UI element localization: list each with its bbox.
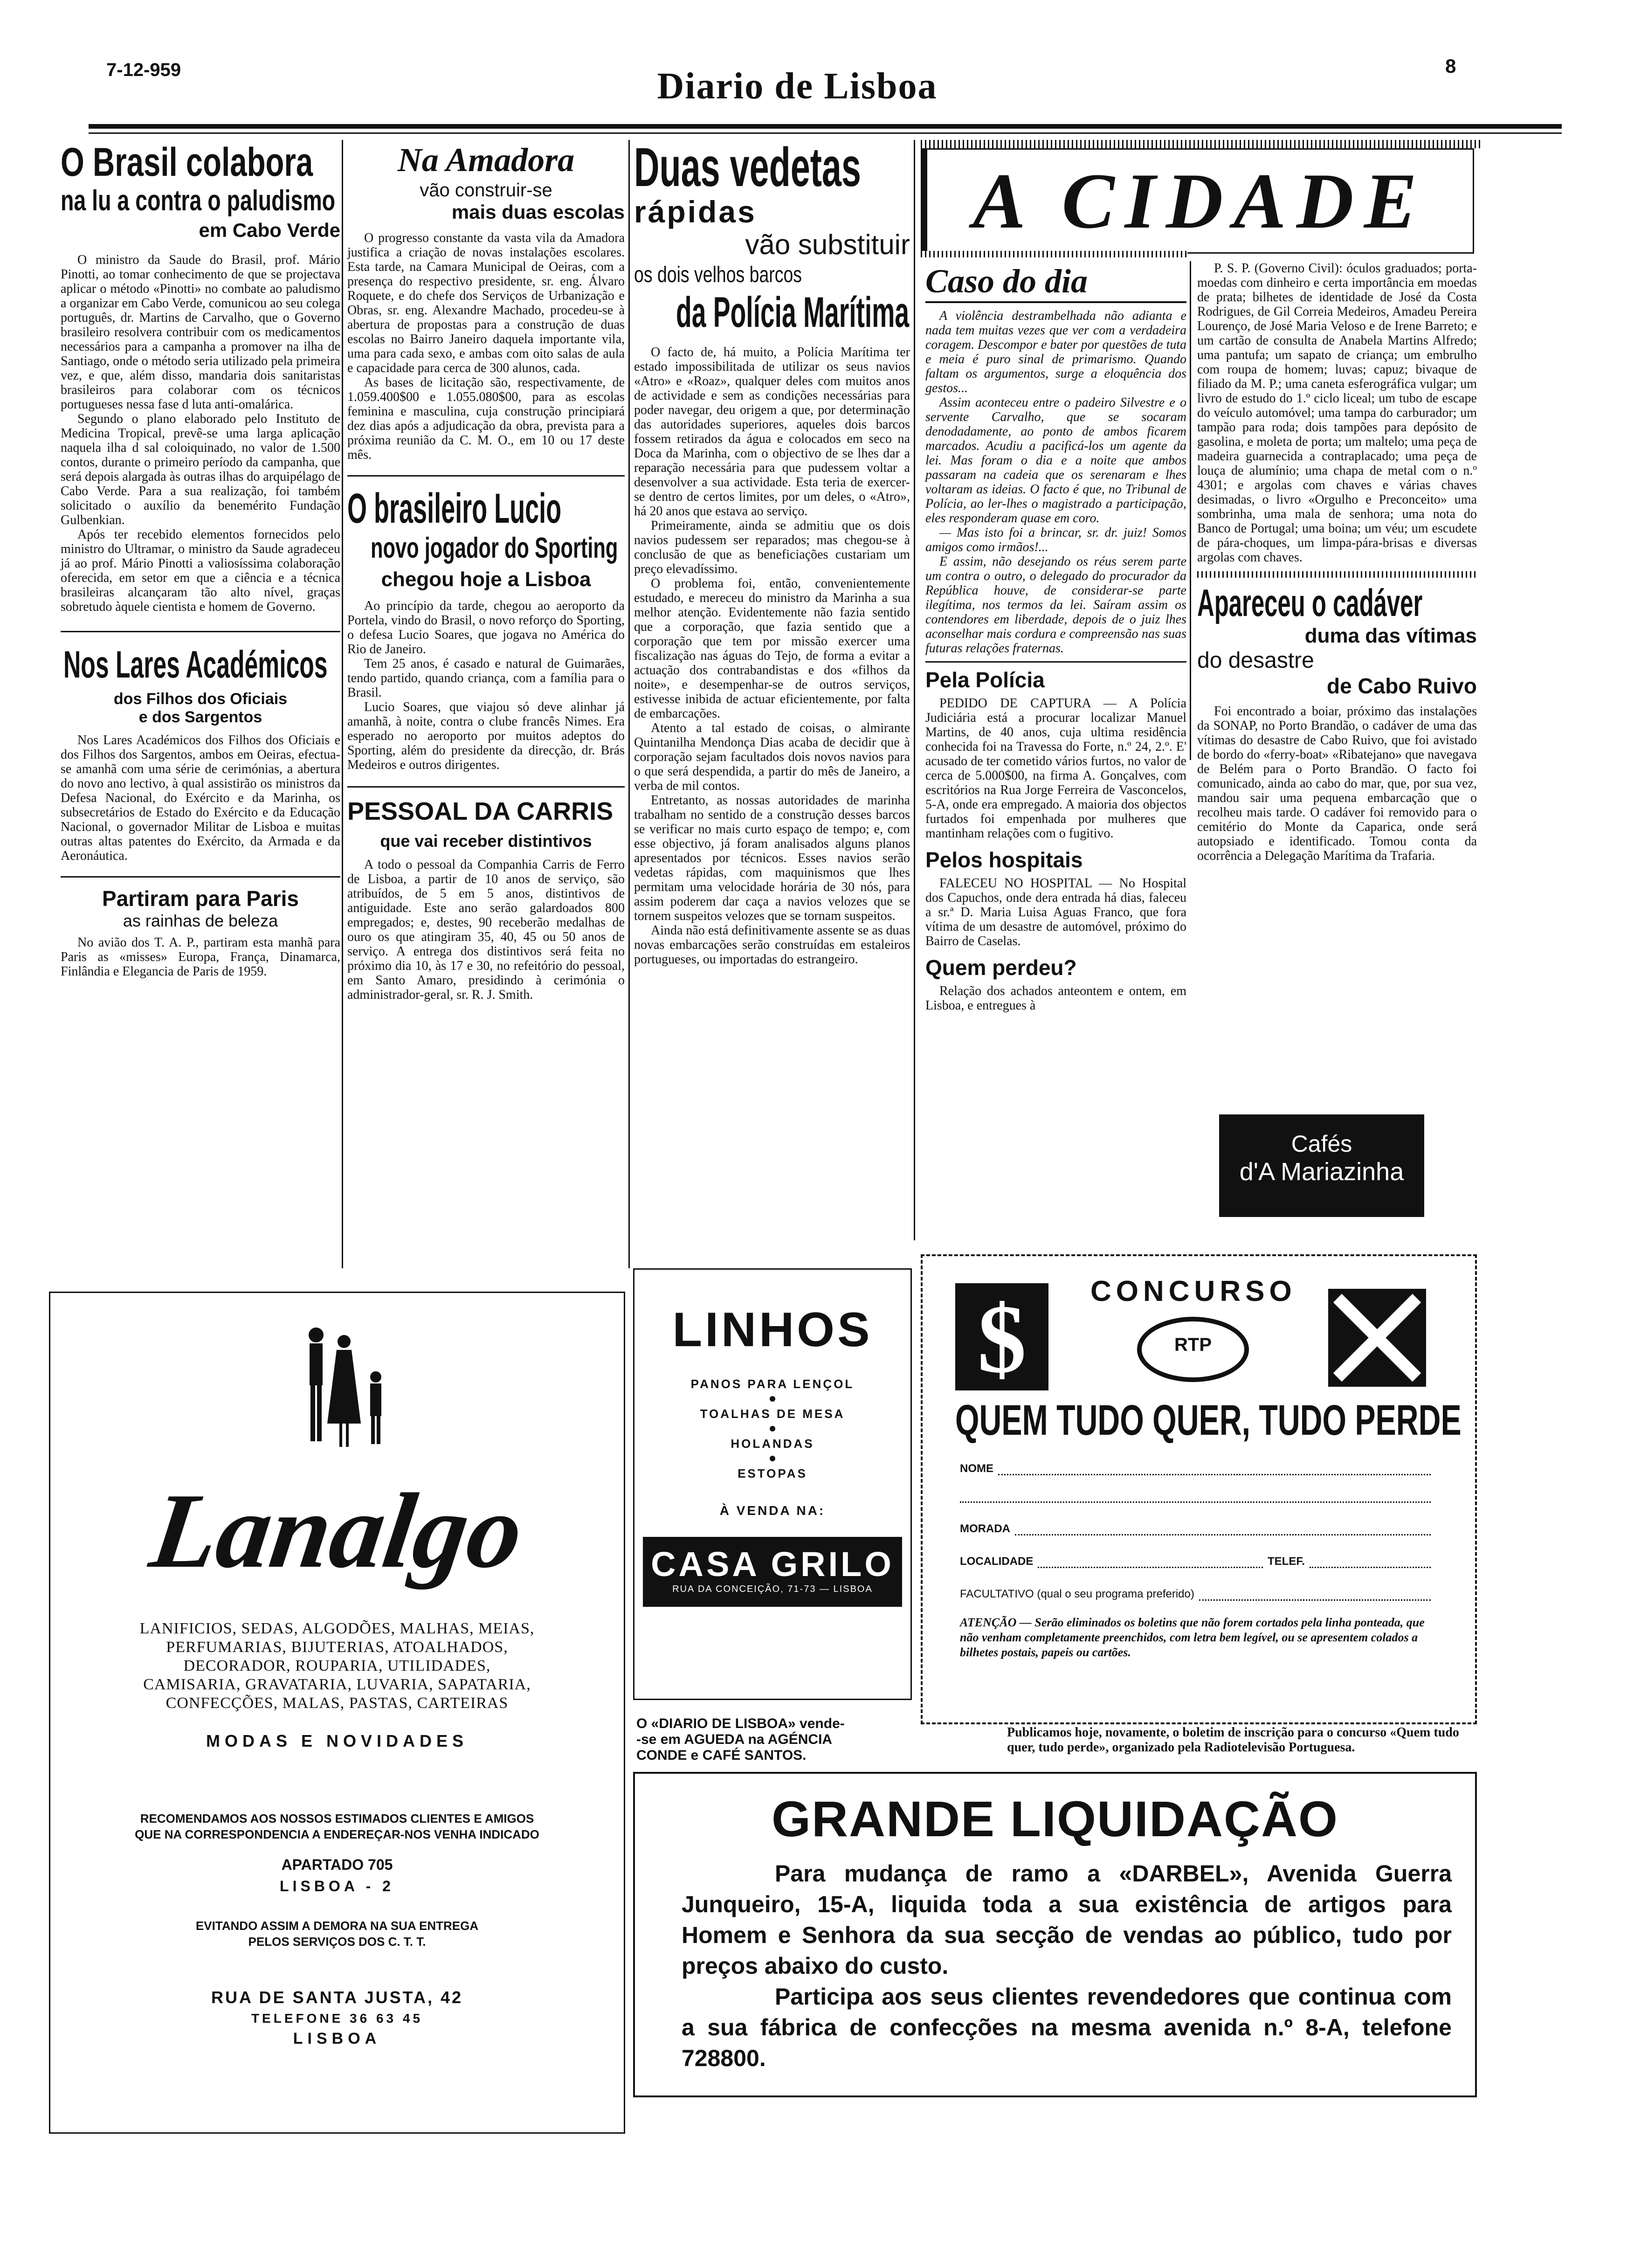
field-label-localidade: LOCALIDADE — [960, 1555, 1034, 1568]
subhead-lares-2: e dos Sargentos — [138, 708, 262, 726]
column-rule — [914, 140, 915, 1240]
headline-cadaver: Apareceu o cadáver — [1197, 582, 1423, 624]
paragraph: Participa aos seus clientes revendedores que continua com a sua fábrica de confecções na mesma avenida n.º 8-A, telefone 728800. — [682, 1984, 1452, 2071]
note-line: CONDE e CAFÉ SANTOS. — [636, 1748, 807, 1763]
subhead-amadora-2: mais duas escolas — [451, 201, 625, 223]
caso-title: Caso do dia — [925, 261, 1186, 303]
morada-field[interactable] — [1015, 1534, 1431, 1535]
paragraph: Ao princípio da tarde, chegou ao aeroporto da Portela, vindo do Brasil, o novo reforço do Sporting, o defesa Lucio Soares, que jogava no América do Rio de Janeiro. — [347, 599, 625, 657]
field-label-nome: NOME — [960, 1462, 993, 1475]
localidade-field[interactable] — [1038, 1567, 1263, 1568]
lanalgo-city: LISBOA — [293, 2030, 381, 2047]
paragraph: Assim aconteceu entre o padeiro Silvestre e o servente Carvalho, que se socaram denodadamente, ao ponto de ambos ficarem marcados. Acudiu a pacificá-los um agente da lei. Mas foram o dia e a noite que ambos passaram na cadeia que os serenaram e lhes voltaram as ideias. O facto é que, no Tribunal de Polícia, ao ler-lhes o magistrado a participação, eles responderam quase em coro. — [925, 395, 1186, 526]
nome-field-line-2[interactable] — [960, 1501, 1431, 1503]
ad-linhos — [633, 1268, 912, 1700]
subhead-brasil: em Cabo Verde — [199, 219, 340, 241]
paragraph: Lucio Soares, que viajou só deve alinhar já amanhã, à noite, contra o clube francês Nimes. Era esperado no aeroporto por muitos adeptos do Sporting, além do presidente da direcção, dr. Brás Medeiros e outros dirigentes. — [347, 700, 625, 772]
article-caso-do-dia — [925, 261, 1186, 1013]
liquidacao-title: GRANDE LIQUIDAÇÃO — [772, 1791, 1338, 1847]
nome-field[interactable] — [998, 1474, 1431, 1475]
dollar-sign-icon — [955, 1283, 1048, 1390]
concurso-atencao: ATENÇÃO — Serão eliminados os boletins que não forem cortados pela linha ponteada, que não venham completamente preenchidos, com letra bem legível, ou se apresentem colados a bilhetes postais, papeis ou cartões. — [960, 1616, 1425, 1659]
ad-lanalgo — [49, 1292, 625, 2134]
headline-lares: Nos Lares Académicos — [63, 643, 328, 686]
paragraph: Para mudança de ramo a «DARBEL», Avenida Guerra Junqueiro, 15-A, liquida toda a sua existência de artigos para Homem e Senhora da sua secção de vendas ao público, tudo por preços abaixo do custo. — [682, 1860, 1452, 1979]
linhos-venda: À VENDA NA: — [719, 1503, 826, 1518]
note-line: O «DIARIO DE LISBOA» vende- — [636, 1716, 845, 1731]
subhead-carris: que vai receber distintivos — [380, 831, 592, 850]
issue-date: 7-12-959 — [106, 60, 181, 80]
concurso-coupon — [921, 1254, 1477, 1724]
subhead-amadora-1: vão construir-se — [420, 180, 552, 201]
note-line: -se em AGUEDA na AGÉNCIA — [636, 1732, 833, 1747]
subhead-cadaver-1: duma das vítimas — [1304, 624, 1477, 647]
paragraph: FALECEU NO HOSPITAL — No Hospital dos Capuchos, onde dera entrada há dias, faleceu a sr.ª D. Maria Luisa Aguas Franco, que fora vítima de um desastre de automóvel, próximo do Bairro de Caselas. — [925, 876, 1186, 948]
linhos-item: PANOS PARA LENÇOL — [690, 1377, 855, 1391]
article-achados — [1197, 261, 1477, 863]
subhead-cadaver-3: de Cabo Ruivo — [1326, 674, 1477, 698]
paragraph: PEDIDO DE CAPTURA — A Polícia Judiciária está a procurar localizar Manuel Martins, de 40 anos, cuja ultima residência conhecida foi na Travessa do Forte, n.º 24, 2.º. E' acusado de ter cometido vários furtos, no valor de cerca de 5.000$00, na firma A. Gonçalves, com escritórios na Rua Jorge Ferreira de Vasconcelos, 5-A, onde era empregado. A maioria dos objectos furtados foi empenhada por mulheres que mantinham relações com o fugitivo. — [925, 696, 1186, 841]
concurso-slogan: QUEM TUDO QUER, TUDO PERDE — [955, 1397, 1462, 1444]
linhos-title: LINHOS — [672, 1303, 873, 1357]
hospitais-title: Pelos hospitais — [925, 848, 1083, 872]
linhos-store-box — [643, 1537, 902, 1607]
family-illustration-icon — [293, 1321, 395, 1456]
lanalgo-rec-line: RECOMENDAMOS AOS NOSSOS ESTIMADOS CLIENTES E AMIGOS — [140, 1812, 534, 1825]
lanalgo-apartado: APARTADO 705 — [281, 1856, 393, 1873]
lanalgo-list-line: CAMISARIA, GRAVATARIA, LUVARIA, SAPATARIA, — [143, 1676, 531, 1693]
perdeu-title: Quem perdeu? — [925, 955, 1077, 980]
article-vedetas — [634, 137, 910, 967]
headline-amadora: Na Amadora — [397, 141, 575, 179]
subhead-lucio: chegou hoje a Lisboa — [381, 568, 591, 591]
bullet-icon — [770, 1396, 775, 1402]
headline-vedetas-1: Duas vedetas — [634, 137, 861, 198]
lanalgo-lisboa2: LISBOA - 2 — [280, 1878, 394, 1895]
lanalgo-list-line: DECORADOR, ROUPARIA, UTILIDADES, — [183, 1657, 491, 1674]
article-brasil — [61, 140, 340, 1282]
cidade-hatch-border — [921, 140, 1480, 148]
paragraph: As bases de licitação são, respectivamente, de 1.059.400$00 e 1.055.080$00, para as escolas feminina e masculina, cuja construção principiará dez dias após a adjudicação da obra, prevista para a próxima reunião da C. M. O., em 10 ou 17 deste mês. — [347, 375, 625, 462]
paragraph: Ainda não está definitivamente assente se as duas novas embarcações serão construídas em estaleiros portugueses, ou importadas do estrangeiro. — [634, 923, 910, 967]
rtp-logo-icon — [1137, 1317, 1249, 1382]
section-hatch-rule — [1197, 571, 1477, 578]
rtp-logo-text: RTP — [1174, 1335, 1212, 1355]
paragraph: Foi encontrado a boiar, próximo das instalações da SONAP, no Porto Brandão, o cadáver de uma das vítimas do desastre de Cabo Ruivo, que foi avistado de bordo do «ferry-boat» «Ribatejano» que navegava de Belém para o Porto Brandão. O facto foi comunicado, ainda ao cabo do mar, que, por sua vez, mandou sair uma pequena embarcação que o recolheu mais tarde. O cadáver foi removido para o cemitério do Monte da Caparica, onde será autopsiado e identificado. Tomou conta da ocorrência a Delegação Marítima da Trafaria. — [1197, 704, 1477, 863]
paragraph: Tem 25 anos, é casado e natural de Guimarães, tendo partido, quando criança, com a família para o Brasil. — [347, 657, 625, 700]
masthead-title: Diario de Lisboa — [657, 66, 938, 107]
cross-icon — [1328, 1289, 1426, 1387]
paragraph: A todo o pessoal da Companhia Carris de Ferro de Lisboa, a partir de 10 anos de serviço, são atribuídos, de 5 em 5 anos, distintivos de antiguidade. Este ano serão galardoados 800 empregados; e, destes, 90 receberão medalhas de ouro os que atingiram 35, 40, 45 ou 50 anos de serviço. A entrega dos distintivos será feita no próximo dia 10, às 17 e 30, no refeitório do pessoal, em Santo Amaro, presidindo à cerimónia o administrador-geral, sr. R. J. Smith. — [347, 857, 625, 1002]
field-label-facultativo: FACULTATIVO (qual o seu programa preferido) — [960, 1588, 1194, 1600]
policia-title: Pela Polícia — [925, 668, 1045, 692]
lanalgo-list-line: CONFECÇÕES, MALAS, PASTAS, CARTEIRAS — [165, 1694, 509, 1712]
subhead-vedetas-1: vão substituir — [745, 229, 910, 260]
paragraph: Entretanto, as nossas autoridades de marinha trabalham no sentido de a construção desses barcos se verificar no mais curto espaço de tempo; e, com esse objectivo, já foram analisados alguns planos apresentados por técnicos. Esses navios serão vedetas rápidas, com maquinismos que lhes permitam uma velocidade horária de 30 nós, para assim poderem dar caça a navios velozes que se tornem suspeitos velozes que se tornam suspeitos. — [634, 793, 910, 923]
paragraph: O progresso constante da vasta vila da Amadora justifica a criação de novas instalações escolares. Esta tarde, na Camara Municipal de Oeiras, com a presença do respectivo presidente, sr. eng. Álvaro Roquete, e do chefe dos Serviços de Urbanização e Obras, sr. eng. Alexandre Machado, procedeu-se à abertura de propostas para a construção de duas escolas no Bairro Janeiro daquela importante vila, uma para cada sexo, e ambas com oito salas de aula e capacidade para cerca de 300 alunos, cada. — [347, 231, 625, 375]
headline-brasil-2: na lu a contra o paludismo — [61, 185, 336, 217]
lanalgo-address: RUA DE SANTA JUSTA, 42 — [211, 1988, 463, 2007]
column-rule — [342, 140, 343, 1268]
bullet-icon — [770, 1456, 775, 1461]
paragraph: O ministro da Saude do Brasil, prof. Mário Pinotti, ao tomar conhecimento de que se projectava aplicar o método «Pinotti» no combate ao paludismo a organizar em Cabo Verde, comunicou ao seu colega português, dr. Martins de Carvalho, que o Governo brasileiro resolvera contribuir com os medicamentos necessários para a campanha a promover na ilha de Santiago, onde o método seria utilizado pela primeira vez, e que, além disso, mandaria dois sanitaristas brasileiros para colaborar com os técnicos portugueses nessa fase d luta anti-omalárica. — [61, 253, 340, 412]
paragraph: Nos Lares Académicos dos Filhos dos Oficiais e dos Filhos dos Sargentos, ambos em Oeiras, efectua-se amanhã com uma série de cerimónias, a abertura do novo ano lectivo, à qual assistirão os ministros da Defesa Nacional, do Exército e da Marinha, os subsecretários de Estado do Exército e da Educação Nacional, o governador Militar de Lisboa e muitas outras altas patentes do Exército, da Armada e da Aeronáutica. — [61, 733, 340, 863]
paragraph: A violência destrambelhada não adianta e nada tem muitas vezes que ver com a verdadeira coragem. Descompor e bater por questões de tuta e meia é puro sinal de primarismo. Quando faltam os argumentos, surge a eloquência dos gestos... — [925, 309, 1186, 395]
column-rule — [628, 140, 630, 1268]
linhos-item: TOALHAS DE MESA — [700, 1407, 845, 1421]
paragraph: — Mas isto foi a brincar, sr. dr. juiz! Somos amigos como irmãos!... — [925, 526, 1186, 554]
linhos-store: CASA GRILO — [651, 1545, 894, 1583]
page-number: 8 — [1445, 55, 1456, 77]
headline-paris: Partiram para Paris — [102, 886, 299, 911]
headline-vedetas-2: rápidas — [634, 194, 757, 229]
column-rule — [1190, 261, 1191, 760]
field-label-morada: MORADA — [960, 1522, 1010, 1535]
lanalgo-list-line: PERFUMARIAS, BIJUTERIAS, ATOALHADOS, — [166, 1639, 508, 1656]
paragraph: O problema foi, então, convenientemente estudado, e mereceu do ministro da Marinha a sua melhor atenção. Evidentemente não fazia sentido que a corporação, que fazia sentido que a corporação que tem por missão exercer uma fiscalização nas águas do Tejo, de forma a evitar a actuação dos contrabandistas e dos «filhos da noite», e desempenhar-se de outros serviços, estivesse inibida de actuar eficientemente, por falta de embarcações. — [634, 576, 910, 721]
masthead-rule-thin — [89, 132, 1562, 134]
article-amadora — [347, 140, 625, 1002]
lanalgo-rec-line: QUE NA CORRESPONDENCIA A ENDEREÇAR-NOS VENHA INDICADO — [135, 1827, 539, 1841]
lanalgo-list-line: LANIFICIOS, SEDAS, ALGODÕES, MALHAS, MEIAS, — [139, 1620, 535, 1637]
headline-carris: PESSOAL DA CARRIS — [347, 797, 614, 825]
paragraph: P. S. P. (Governo Civil): óculos graduados; porta-moedas com dinheiro e certa importância em moedas de prata; bilhetes de identidade de José da Costa Rodrigues, de Gil Correia Medeiros, Amadeu Pereira Lourenço, de José Maria Veloso e de Irene Barreto; e um cartão de consulta de Anabela Martins Alfredo; uma pantufa; um sapato de criança; um embrulho com roupa de homem; luvas; capuz; bivaque de filiado da M. P.; uma caneta esferográfica vulgar; um livro de estudo do 1.º ciclo liceal; um tubo de escape do veículo automóvel; uma tampa do carburador; um tampão para roda; dois tampões para depósito de gasolina, e moleta de porta; um maltelo; uma peça de madeira guarnecida a contraplacado; uma peça de louça de alumínio; uma chapa de metal com o n.º 4301; e argolas com chaves e várias chaves desimadas, o livro «Orgulho e Preconceito» uma sombrinha, uma mala de senhora; uma nota do Banco de Portugal; uma boina; um véu; um escudete de pára-choques, um limpa-pára-brisas e diversas argolas com chaves. — [1197, 261, 1477, 565]
facultativo-field[interactable] — [1199, 1599, 1431, 1601]
ad-cafes-mariazinha — [1219, 1114, 1424, 1217]
svg-text:$: $ — [977, 1285, 1027, 1390]
paragraph: O facto de, há muito, a Polícia Marítima ter estado impossibilitada de utilizar os seus navios «Atro» e «Roaz», qualquer deles com muitos anos de actividade e sem as condições necessárias para poder navegar, deu origem a que, por determinação das autoridades superiores, aqueles dois barcos fossem retirados da água e colocados em seco na Doca da Marinha, com o objectivo de se lhes dar a reparação necessária para que pudessem voltar a desenvolver a sua actividade. Esta teria de exercer-se dentro de certos limites, por um deles, o «Atro», há 20 anos que estava ao serviço. — [634, 345, 910, 519]
linhos-item: ESTOPAS — [738, 1466, 807, 1480]
headline-vedetas-3: da Polícia Marítima — [676, 289, 910, 336]
headline-lucio: O brasileiro Lucio — [347, 485, 562, 532]
paragraph: Primeiramente, ainda se admitiu que os dois navios pudessem ser reparados; mas chegou-se à conclusão de que as beneficiações custariam um preço elevadíssimo. — [634, 519, 910, 576]
field-label-telef: TELEF. — [1267, 1555, 1305, 1568]
cafes-line2: d'A Mariazinha — [1239, 1158, 1404, 1186]
paragraph: Relação dos achados anteontem e ontem, em Lisboa, e entregues à — [925, 984, 1186, 1013]
lanalgo-tagline: MODAS E NOVIDADES — [206, 1731, 469, 1750]
cidade-banner-box — [921, 148, 1474, 254]
subhead-paris: as rainhas de beleza — [123, 911, 278, 930]
concurso-title: CONCURSO — [1090, 1275, 1296, 1307]
diario-sales-note — [636, 1716, 907, 1763]
headline-lucio-2: novo jogador do Sporting — [371, 532, 618, 564]
lanalgo-brand: Lanalgo — [144, 1471, 531, 1590]
telef-field[interactable] — [1310, 1567, 1431, 1568]
paragraph: Segundo o plano elaborado pelo Instituto de Medicina Tropical, prevê-se uma larga aplicação naquela ilha d sal coloiquinado, no valor de 1.500 contos, durante o primeiro período da campanha, que será depois alargada às outras ilhas do arquipélago de Cabo Verde. Para a sua realização, foi também solicitado o auxílio da benemérito Fundação Gulbenkian. — [61, 412, 340, 527]
concurso-note: Publicamos hoje, novamente, o boletim de inscrição para o concurso «Quem tudo quer, tudo perde», organizado pela Radiotelevisão Portuguesa. — [1007, 1725, 1459, 1755]
cidade-hatch-border — [921, 251, 1187, 257]
cidade-banner: A CIDADE — [972, 157, 1427, 245]
cafes-line1: Cafés — [1291, 1131, 1352, 1157]
headline-brasil-1: O Brasil colabora — [61, 140, 313, 185]
masthead-rule-thick — [89, 124, 1562, 129]
subhead-vedetas-2: os dois velhos barcos — [634, 263, 802, 287]
paragraph: No avião dos T. A. P., partiram esta manhã para Paris as «misses» Europa, França, Dinamarca, Finlândia e Elegancia de Paris de 1959. — [61, 935, 340, 979]
linhos-item: HOLANDAS — [731, 1437, 814, 1451]
lanalgo-telefone: TELEFONE 36 63 45 — [251, 2011, 423, 2026]
ad-liquidacao — [633, 1772, 1477, 2097]
lanalgo-evit-line: PELOS SERVIÇOS DOS C. T. T. — [248, 1935, 426, 1949]
subhead-cadaver-2: do desastre — [1197, 648, 1314, 673]
linhos-address: RUA DA CONCEIÇÃO, 71-73 — LISBOA — [672, 1584, 873, 1594]
bullet-icon — [770, 1426, 775, 1431]
paragraph: E assim, não desejando os réus serem parte um contra o outro, o delegado do procurador da República houve, de considerar-se parte ilegítima, nos termos da lei. Saíram assim os contendores em liberdade, depois de o juiz lhes aconselhar mais cordura e compreensão nas suas futuras relações fraternas. — [925, 554, 1186, 656]
lanalgo-evit-line: EVITANDO ASSIM A DEMORA NA SUA ENTREGA — [195, 1919, 479, 1933]
subhead-lares-1: dos Filhos dos Oficiais — [113, 690, 288, 708]
paragraph: Atento a tal estado de coisas, o almirante Quintanilha Mendonça Dias acaba de decidir que à corporação sejam facultados dois novos navios para o que será despendida, a partir do mês de Janeiro, a verba de mil contos. — [634, 721, 910, 793]
paragraph: Após ter recebido elementos fornecidos pelo ministro do Ultramar, o ministro da Saude agradeceu já ao prof. Mário Pinotti a valiosíssima colaboração oferecida, em setor em que a ciência e a técnica brasileiras alcançaram tão alto nível, graças sobretudo àquele cientista e homem de Governo. — [61, 527, 340, 614]
